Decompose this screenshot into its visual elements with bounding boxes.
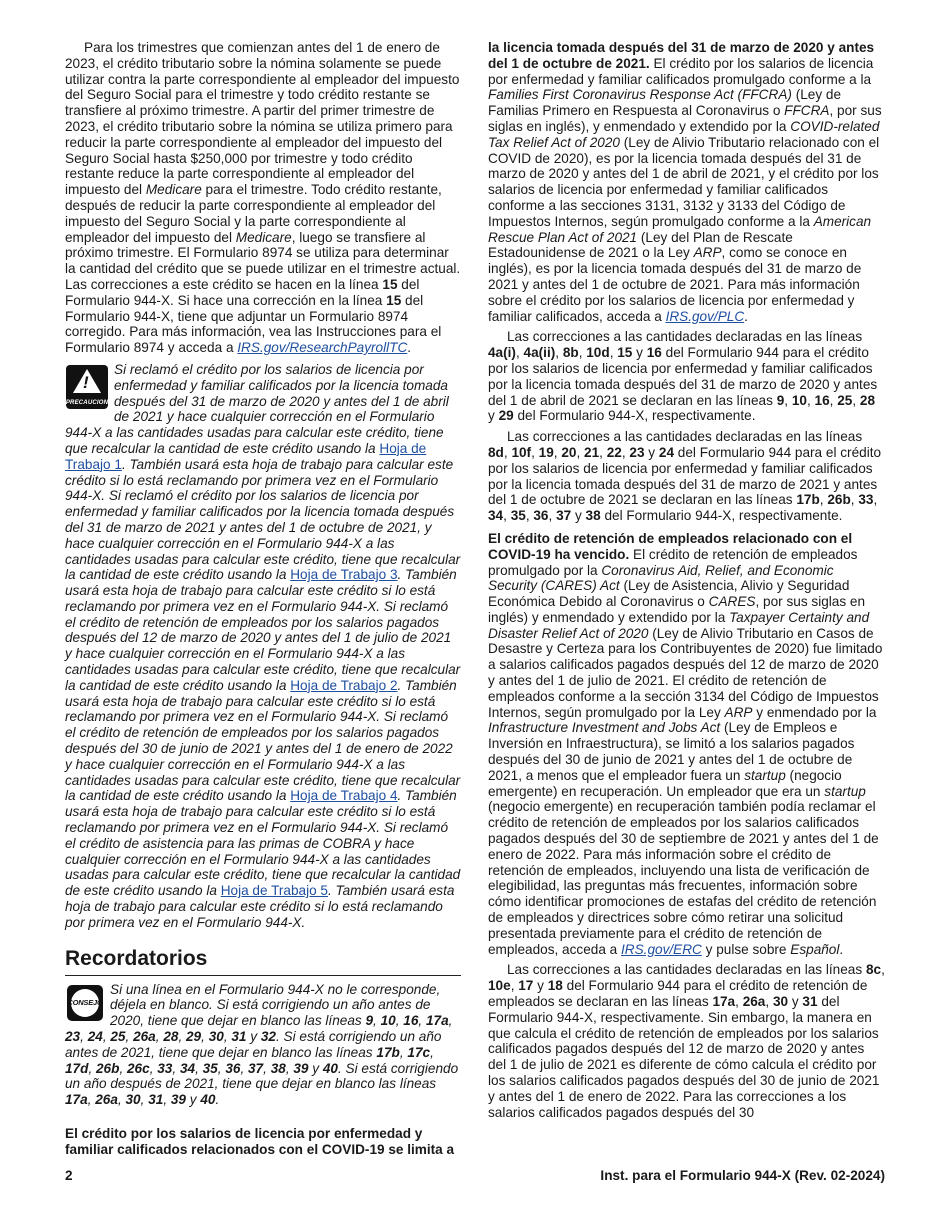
worksheet-3-link[interactable]: Hoja de Trabajo 3 (290, 567, 398, 583)
erc-corrections-paragraph: Las correcciones a las cantidades declaradas en las líneas 8c, 10e, 17 y 18 del Formulario 944 para el crédito de retención de empleados se declaran en las líneas 17a, 26a, 30 y 31 del Formulario 944-X, respectivamente. Sin embargo, la manera en que calcula el crédito de retención de empleados por los salarios calificados pagados después del 12 de marzo de 2020 y antes del 1 de julio de 2021 es diferente de cómo calcula el crédito por los salarios calificados pagados después del 30 de junio de 2021 y antes del 1 de enero de 2022. Para las correcciones a los salarios calificados pagados después del 30 (488, 962, 885, 1120)
worksheet-5-link[interactable]: Hoja de Trabajo 5 (220, 883, 328, 899)
corrections-2020-paragraph: Las correcciones a las cantidades declaradas en las líneas 4a(i), 4a(ii), 8b, 10d, 15 y 16 del Formulario 944 para el crédito por los salarios de licencia por enfermedad y familiar calificados por la licencia tomada después del 31 de marzo de 2020 y antes del 1 de abril de 2021 se declaran en las líneas 9, 10, 16, 25, 28 y 29 del Formulario 944-X, respectivamente. (488, 329, 878, 424)
reminders-heading: Recordatorios (65, 947, 461, 976)
covid-leave-limit-heading: El crédito por los salarios de licencia por enfermedad y familiar calificados relacionados con el COVID-19 se limita a (65, 1126, 455, 1157)
worksheet-2-link[interactable]: Hoja de Trabajo 2 (290, 677, 398, 693)
irs-erc-link[interactable]: IRS.gov/ERC (621, 941, 702, 957)
right-column (488, 40, 885, 1120)
irs-plc-link[interactable]: IRS.gov/PLC (665, 308, 745, 324)
corrections-2021-paragraph: Las correcciones a las cantidades declaradas en las líneas 8d, 10f, 19, 20, 21, 22, 23 y 24 del Formulario 944 para el crédito por los salarios de licencia por enfermedad y familiar calificados por la licencia tomada después del 31 de marzo de 2021 y antes del 1 de octubre de 2021 se declaran en las líneas 17b, 26b, 33, 34, 35, 36, 37 y 38 del Formulario 944-X, respectivamente. (488, 429, 882, 524)
worksheet-4-link[interactable]: Hoja de Trabajo 4 (290, 788, 398, 804)
form-title-footer: Inst. para el Formulario 944-X (Rev. 02-2024) (600, 1168, 885, 1183)
tip-icon: CONSEJO (67, 985, 103, 1021)
worksheet-1-link[interactable]: Hoja de Trabajo 1 (65, 440, 427, 472)
irs-research-payroll-link[interactable]: IRS.gov/ResearchPayrollTC (237, 340, 408, 356)
page-number: 2 (65, 1168, 73, 1183)
caution-note: ! PRECAUCION Si reclamó el crédito por los salarios de licencia por enfermedad y familiar calificados por la licencia tomada después del 31 de marzo de 2020 y antes del 1 de abril de 2021 y hace cualquier corrección en el Formulario 944-X a las cantidades usadas para calcular este crédito, tiene que recalcular la cantidad de este crédito usando la Hoja de Trabajo 1. También usará esta hoja de trabajo para calcular este crédito si lo está reclamando por primera vez en el Formulario 944-X. Si reclamó el crédito por los salarios de licencia por enfermedad y familiar calificados por la licencia tomada después del 31 de marzo de 2021 y antes del 1 de octubre de 2021, y hace cualquier corrección en el Formulario 944-X a las cantidades usadas para calcular este crédito, tiene que recalcular la cantidad de este crédito usando la Hoja de Trabajo 3. También usará esta hoja de trabajo para calcular este crédito si lo está reclamando por primera vez en el Formulario 944-X. Si reclamó el crédito de retención de empleados por los salarios pagados después del 12 de marzo de 2020 y antes del 1 de julio de 2021 y hace cualquier corrección en el Formulario 944-X a las cantidades usadas para calcular este crédito, tiene que recalcular la cantidad de este crédito usando la Hoja de Trabajo 2. También usará esta hoja de trabajo para calcular este crédito si lo está reclamando por primera vez en el Formulario 944-X. Si reclamó el crédito de retención de empleados por los salarios pagados después del 30 de junio de 2021 y antes del 1 de enero de 2022 y hace cualquier corrección en el Formulario 944-X a las cantidades usadas para calcular este crédito, tiene que recalcular la cantidad de este crédito usando la Hoja de Trabajo 4. También usará esta hoja de trabajo para calcular este crédito si lo está reclamando por primera vez en el Formulario 944-X. Si reclamó el crédito de asistencia para las primas de COBRA y hace cualquier corrección en el Formulario 944-X a las cantidades usadas para calcular este crédito, tiene que recalcular la cantidad de este crédito usando la Hoja de Trabajo 5. También usará esta hoja de trabajo para calcular este crédito si lo está reclamando por primera vez en el Formulario 944-X. (65, 361, 461, 930)
leave-credit-paragraph: la licencia tomada después del 31 de marzo de 2020 y antes del 1 de octubre de 2021. El crédito por los salarios de licencia por enfermedad y familiar calificados promulgado conforme a la Families First Coronavirus Response Act (FFCRA) (Ley de Familias Primero en Respuesta al Coronavirus o FFCRA, por sus siglas en inglés), y enmendado y extendido por la COVID-related Tax Relief Act of 2020 (Ley de Alivio Tributario relacionado con el COVID de 2020), es por la licencia tomada después del 31 de marzo de 2020 y antes del 1 de abril de 2021, y el crédito por los salarios de licencia por enfermedad y familiar calificados conforme a las secciones 3131, 3132 y 3133 del Código de Impuestos Internos, según promulgado conforme a la American Rescue Plan Act of 2021 (Ley del Plan de Rescate Estadounidense de 2021 o la Ley ARP, como se conoce en inglés), es por la licencia tomada después del 31 de marzo de 2021 y antes del 1 de octubre de 2021. Para más información sobre el crédito por los salarios de licencia por enfermedad y familiar calificados, acceda a IRS.gov/PLC. (488, 40, 882, 324)
tip-note: CONSEJO Si una línea en el Formulario 944-X no le corresponde, déjela en blanco. Si está corrigiendo un año antes de 2020, tiene que dejar en blanco las líneas 9, 10, 16, 17a, 23, 24, 25, 26a, 28, 29, 30, 31 y 32. Si está corrigiendo un año antes de 2021, tiene que dejar en blanco las líneas 17b, 17c, 17d, 26b, 26c, 33, 34, 35, 36, 37, 38, 39 y 40. Si está corrigiendo un año después de 2021, tiene que dejar en blanco las líneas 17a, 26a, 30, 31, 39 y 40. (65, 981, 459, 1108)
payroll-credit-paragraph: Para los trimestres que comienzan antes del 1 de enero de 2023, el crédito tributario sobre la nómina solamente se puede utilizar contra la parte correspondiente al empleador del impuesto del Seguro Social para el trimestre y todo crédito restante se transfiere al próximo trimestre. A partir del primer trimestre de 2023, el crédito tributario sobre la nómina se utiliza primero para reducir la parte correspondiente al empleador del impuesto del Seguro Social hasta $250,000 por trimestre y todo crédito restante reduce la parte correspondiente al empleador del impuesto del Medicare para el trimestre. Todo crédito restante, después de reducir la parte correspondiente al empleador del impuesto del Seguro Social y la parte correspondiente al empleador del impuesto del Medicare, luego se transfiere al próximo trimestre. El Formulario 8974 se utiliza para determinar la cantidad del crédito que se puede utilizar en el trimestre actual. Las correcciones a este crédito se hacen en la línea 15 del Formulario 944-X. Si hace una corrección en la línea 15 del Formulario 944-X, tiene que adjuntar un Formulario 8974 corregido. Para más información, vea las Instrucciones para el Formulario 8974 y acceda a IRS.gov/ResearchPayrollTC. (65, 40, 461, 356)
left-column (65, 40, 461, 1158)
caution-icon: ! PRECAUCION (66, 365, 108, 409)
erc-expired-paragraph: El crédito de retención de empleados relacionado con el COVID-19 ha vencido. El crédito de retención de empleados promulgado por la Coronavirus Aid, Relief, and Economic Security (CARES) Act (Ley de Asistencia, Alivio y Seguridad Económica Debido al Coronavirus o CARES, por sus siglas en inglés) y enmendado y extendido por la Taxpayer Certainty and Disaster Relief Act of 2020 (Ley de Alivio Tributario en Casos de Desastre y Certeza para los Contribuyentes de 2020) fue limitado a salarios calificados pagados después del 12 de marzo de 2020 y antes del 1 de julio de 2021. El crédito de retención de empleados conforme a la sección 3134 del Código de Impuestos Internos, según promulgado por la Ley ARP y enmendado por la Infrastructure Investment and Jobs Act (Ley de Empleos e Inversión en Infraestructura), se limitó a los salarios pagados después del 30 de junio de 2021 y antes del 1 de octubre de 2021, a menos que el empleador fuera un startup (negocio emergente) en recuperación. Un empleador que era un startup (negocio emergente) en recuperación también podía reclamar el crédito de retención de empleados por los salarios calificados pagados después del 30 de septiembre de 2021 y antes del 1 de enero de 2022. Para más información sobre el crédito de retención de empleados, incluyendo una lista de verificación de elegibilidad, las preguntas más frecuentes, información sobre cómo identificar promociones de estafas del crédito de retención de empleados y directrices sobre cómo retirar una solicitud presentada previamente para el crédito de retención de empleados, acceda a IRS.gov/ERC y pulse sobre Español. (488, 530, 883, 957)
